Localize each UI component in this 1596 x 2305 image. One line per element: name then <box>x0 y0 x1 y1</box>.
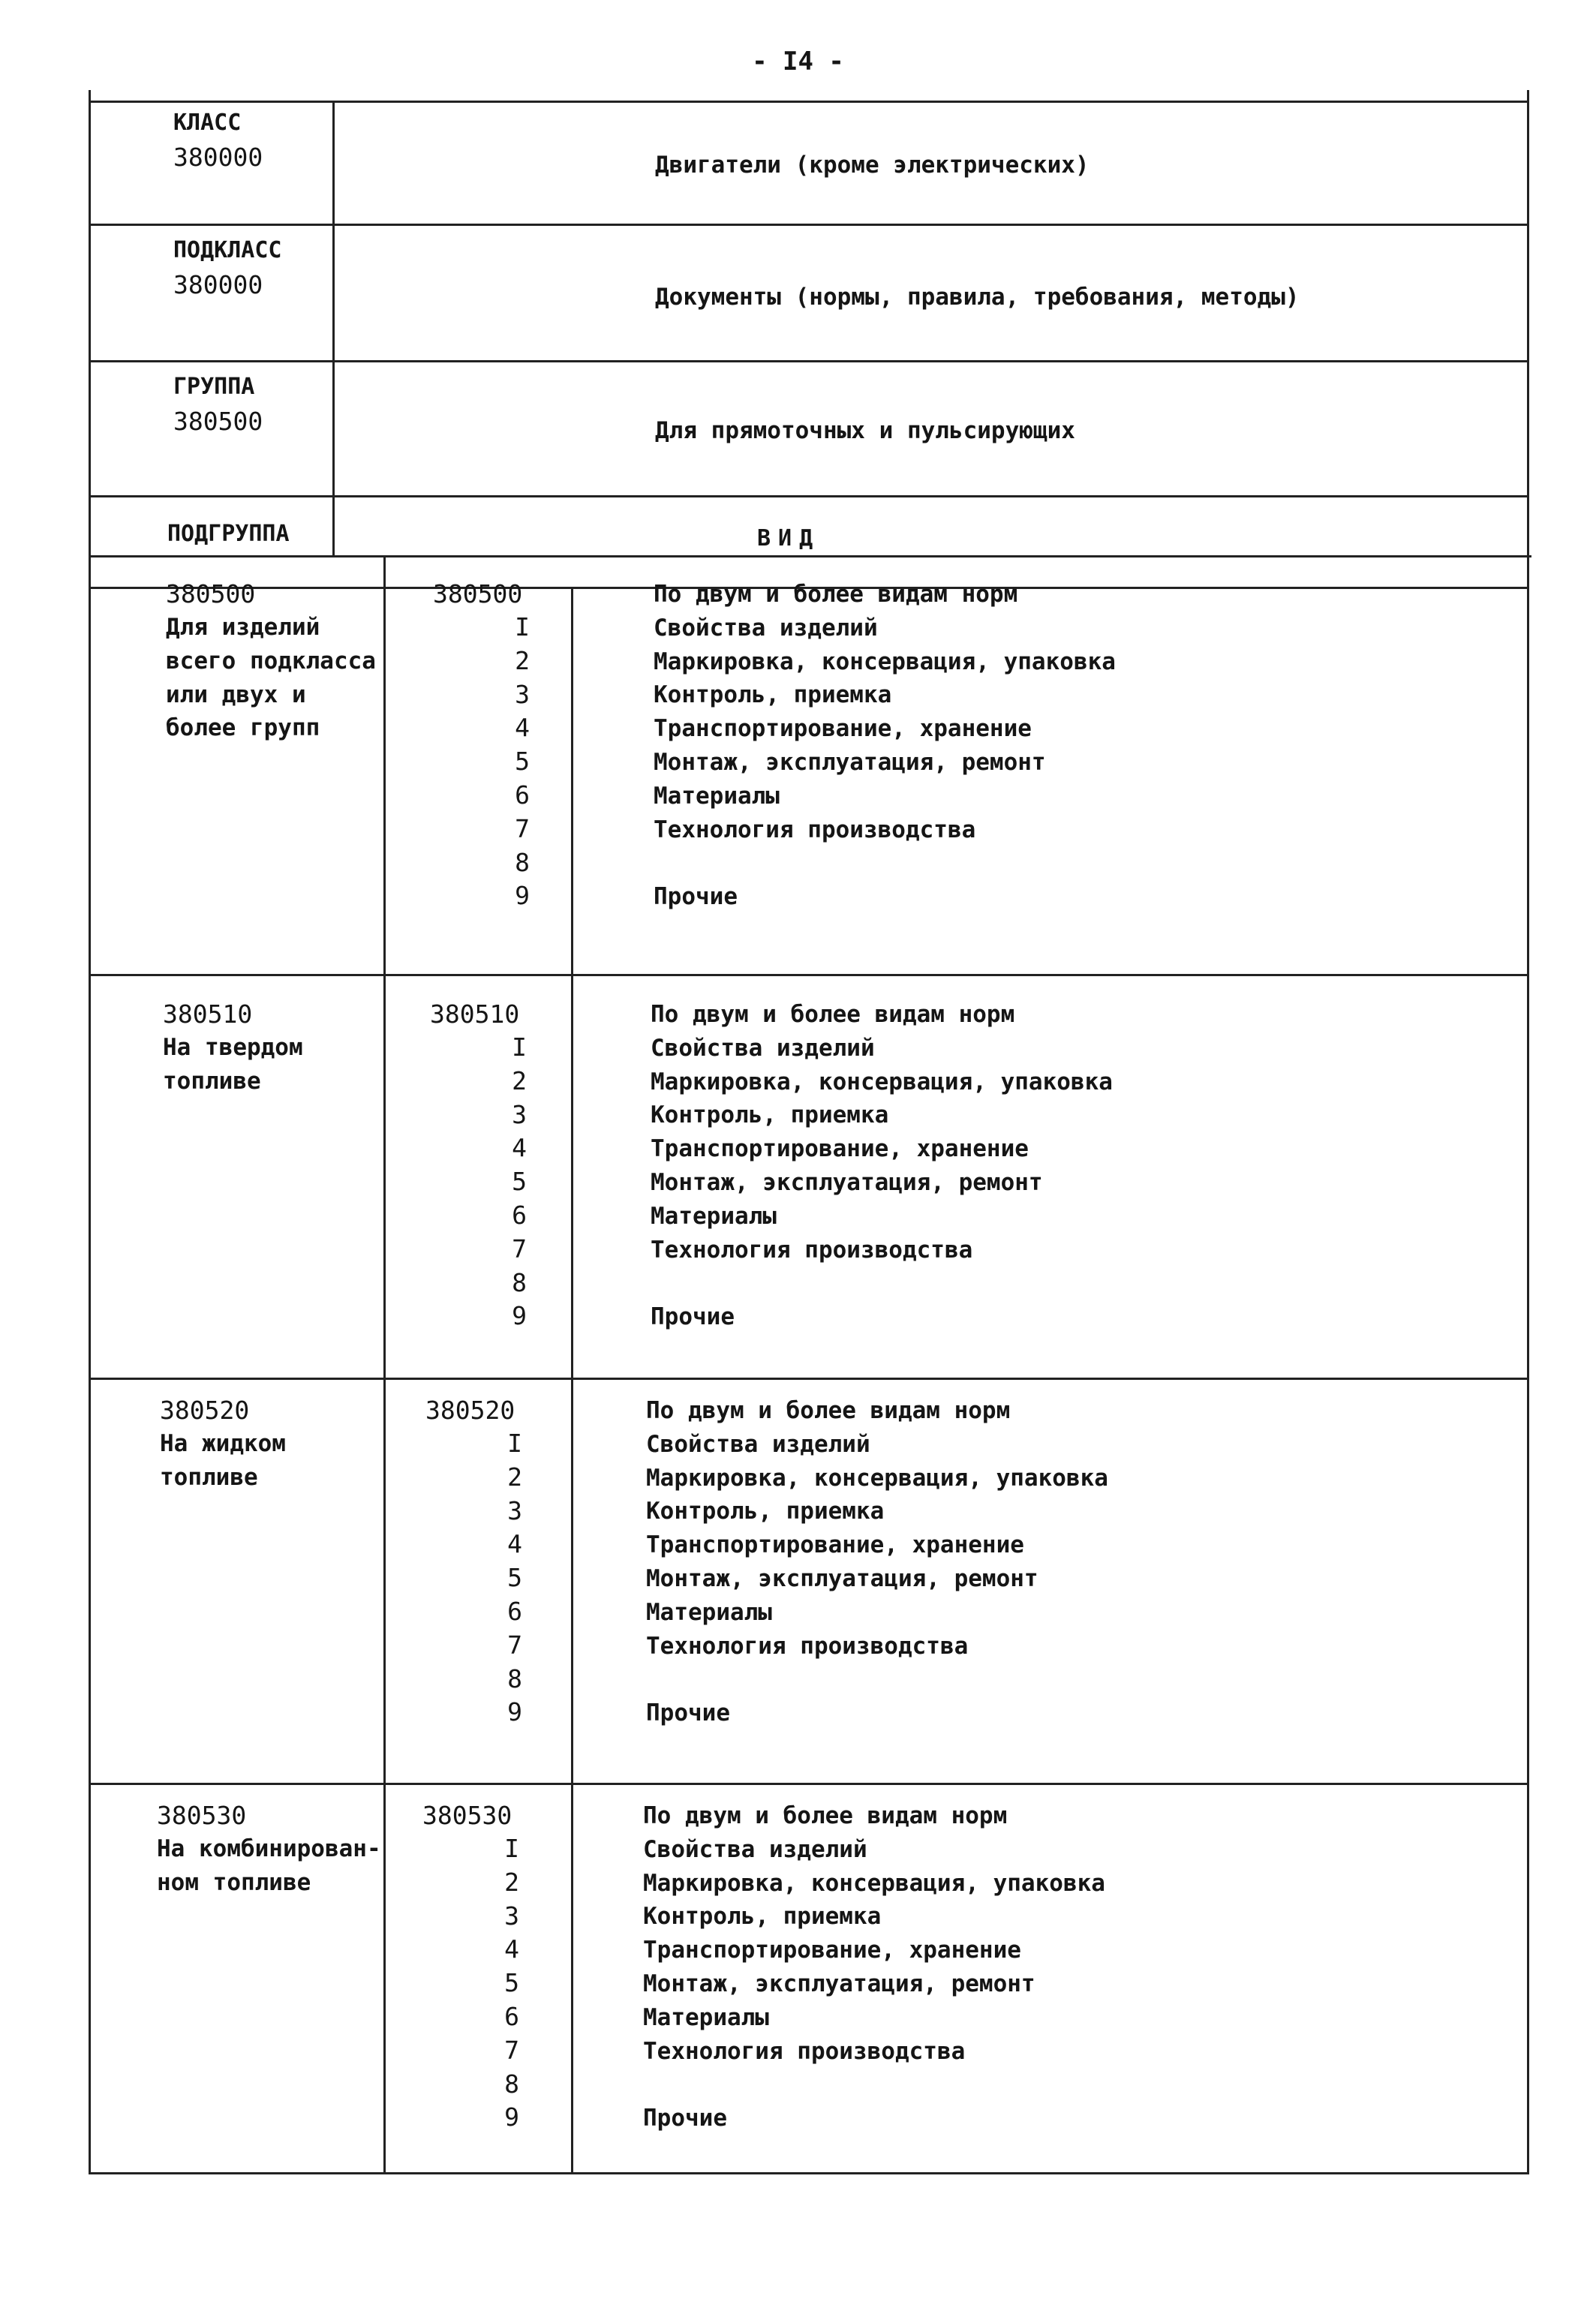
subgroup-code: 380500 <box>166 579 256 609</box>
column-divider <box>571 587 573 2174</box>
vid-items: По двум и более видам норм Свойства изделий Маркировка, консервация, упаковка Контроль, приемка Транспортирование, хранение Монтаж, эксплуатация, ремонт Материалы Технология производства Прочие <box>646 1397 1108 1727</box>
subgroup-name: На жидком топливе <box>160 1430 286 1491</box>
divider <box>383 555 1531 557</box>
vid-numbers: I 2 3 4 5 6 7 8 9 <box>507 1429 522 1727</box>
subgroup-name: На комбинирован- ном топливе <box>157 1835 381 1896</box>
vid-code: 380500 <box>433 579 523 609</box>
divider <box>91 974 1527 976</box>
header-code: 380500 <box>173 407 263 436</box>
subgroup-code: 380530 <box>157 1801 247 1830</box>
subgroup-column-header: ПОДГРУППА <box>167 521 290 547</box>
divider <box>91 495 1527 497</box>
vid-items: По двум и более видам норм Свойства изделий Маркировка, консервация, упаковка Контроль, приемка Транспортирование, хранение Монтаж, эксплуатация, ремонт Материалы Технология производства Прочие <box>643 1802 1105 2132</box>
subgroup-code: 380510 <box>163 999 253 1029</box>
divider <box>91 1783 1527 1785</box>
column-divider <box>332 101 335 555</box>
subgroup-name: На твердом топливе <box>163 1034 303 1095</box>
header-code: 380000 <box>173 143 263 172</box>
vid-numbers: I 2 3 4 5 6 7 8 9 <box>512 1032 527 1331</box>
vid-code: 380530 <box>422 1801 512 1830</box>
vid-items: По двум и более видам норм Свойства изделий Маркировка, консервация, упаковка Контроль, приемка Транспортирование, хранение Монтаж, эксплуатация, ремонт Материалы Технология производства Прочие <box>651 1001 1113 1331</box>
header-label: ГРУППА <box>173 374 255 400</box>
vid-numbers: I 2 3 4 5 6 7 8 9 <box>504 1834 519 2132</box>
header-code: 380000 <box>173 270 263 299</box>
header-label: ПОДКЛАСС <box>173 237 282 263</box>
classification-table <box>89 90 1529 2174</box>
page-number: - I4 - <box>752 47 844 77</box>
subgroup-name: Для изделий всего подкласса или двух и более групп <box>166 614 376 742</box>
vid-code: 380510 <box>430 999 520 1029</box>
column-divider <box>383 555 386 2174</box>
header-description: Для прямоточных и пульсирующих <box>655 417 1075 444</box>
divider <box>91 224 1527 226</box>
header-description: Документы (нормы, правила, требования, методы) <box>655 284 1300 311</box>
divider <box>91 360 1527 362</box>
subgroup-code: 380520 <box>160 1396 250 1425</box>
vid-column-header: ВИД <box>757 525 821 551</box>
vid-numbers: I 2 3 4 5 6 7 8 9 <box>515 612 530 911</box>
top-border <box>91 101 1527 103</box>
header-description: Двигатели (кроме электрических) <box>655 152 1090 179</box>
header-label: КЛАСС <box>173 110 242 136</box>
divider <box>91 1378 1527 1380</box>
vid-items: По двум и более видам норм Свойства изделий Маркировка, консервация, упаковка Контроль, приемка Транспортирование, хранение Монтаж, эксплуатация, ремонт Материалы Технология производства Прочие <box>654 581 1116 911</box>
vid-code: 380520 <box>425 1396 515 1425</box>
divider <box>91 555 383 557</box>
